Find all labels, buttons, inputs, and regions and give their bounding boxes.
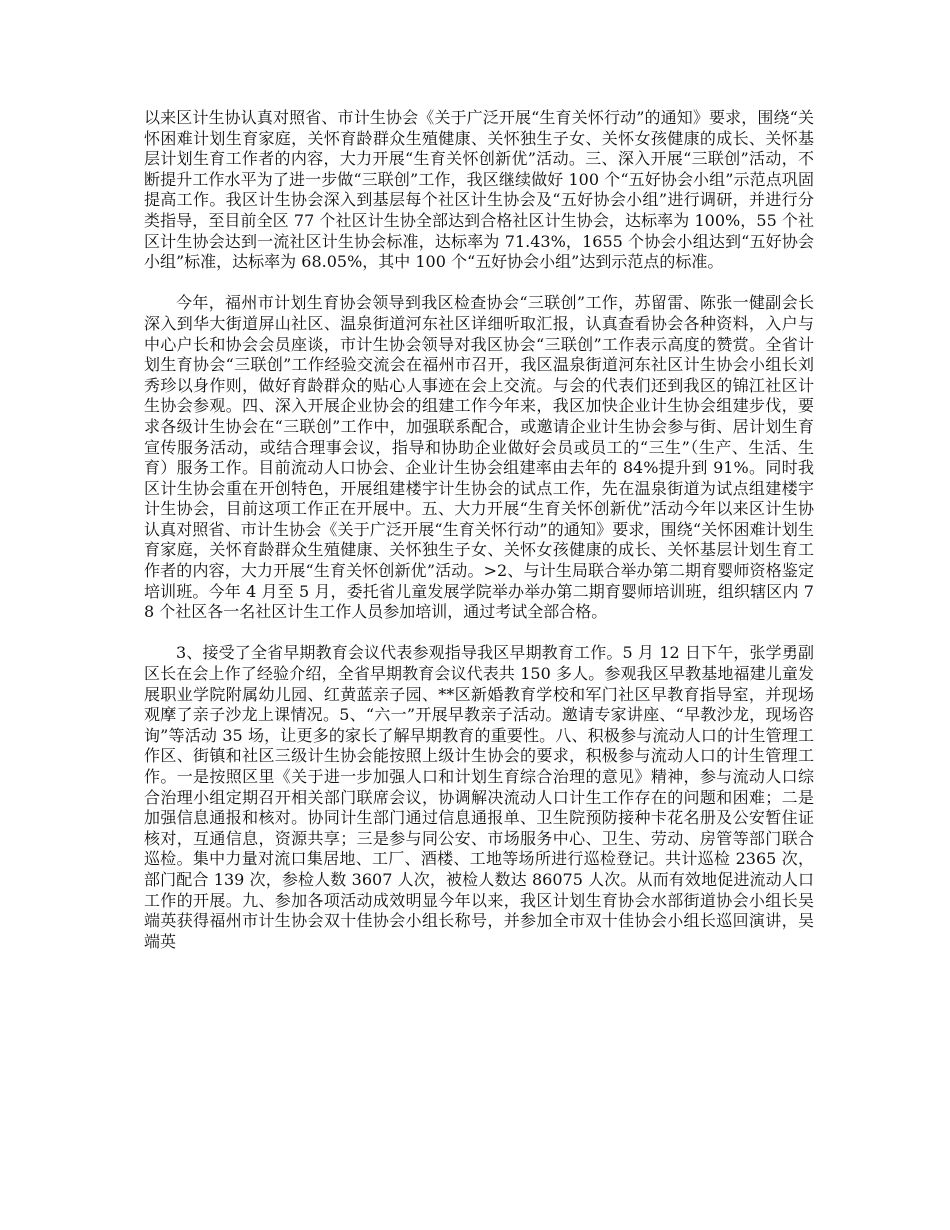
- paragraph-gap: [144, 273, 814, 294]
- document-page: [144, 108, 814, 952]
- paragraph-gap: [144, 623, 814, 644]
- paragraph-1: 以来区计生协认真对照省、市计生协会《关于广泛开展“生育关怀行动”的通知》要求，围绕“关怀困难计划生育家庭，关怀育龄群众生殖健康、关怀独生子女、关怀女孩健康的成长、关怀基层计划生育工作者的内容，大力开展“生育关怀创新优”活动。三、深入开展“三联创”活动，不断提升工作水平为了进一步做“三联创”工作，我区继续做好 100 个“五好协会小组”示范点巩固提高工作。我区计生协会深入到基层每个社区计生协会及“五好协会小组”进行调研，并进行分类指导，至目前全区 77 个社区计生协全部达到合格社区计生协会，达标率为 100%，55 个社区计生协会达到一流社区计生协会标准，达标率为 71.43%，1655 个协会小组达到“五好协会小组”标准，达标率为 68.05%，其中 100 个“五好协会小组”达到示范点的标准。: [144, 108, 814, 272]
- paragraph-3: 3、接受了全省早期教育会议代表参观指导我区早期教育工作。5 月 12 日下午，张学勇副区长在会上作了经验介绍，全省早期教育会议代表共 150 多人。参观我区早教基地福建儿童发展职业学院附属幼儿园、红黄蓝亲子园、**区新婚教育学校和军门社区早教育指导室，并现场观摩了亲子沙龙上课情况。5、“六一”开展早教亲子活动。邀请专家讲座、“早教沙龙，现场咨询”等活动 35 场，让更多的家长了解早期教育的重要性。八、积极参与流动人口的计生管理工作区、街镇和社区三级计生协会能按照上级计生协会的要求，积极参与流动人口的计生管理工作。一是按照区里《关于进一步加强人口和计划生育综合治理的意见》精神，参与流动人口综合治理小组定期召开相关部门联席会议，协调解决流动人口计生工作存在的问题和困难；二是加强信息通报和核对。协同计生部门通过信息通报单、卫生院预防接种卡花名册及公安暂住证核对，互通信息，资源共享；三是参与同公安、市场服务中心、卫生、劳动、房管等部门联合巡检。集中力量对流口集居地、工厂、酒楼、工地等场所进行巡检登记。共计巡检 2365 次，部门配合 139 次，参检人数 3607 人次，被检人数达 86075 人次。从而有效地促进流动人口工作的开展。九、参加各项活动成效明显今年以来，我区计划生育协会水部街道协会小组长吴端英获得福州市计生协会双十佳协会小组长称号，并参加全市双十佳协会小组长巡回演讲，吴端英: [144, 643, 814, 951]
- paragraph-2: 今年，福州市计划生育协会领导到我区检查协会“三联创”工作，苏留雷、陈张一健副会长深入到华大街道屏山社区、温泉街道河东社区详细听取汇报，认真查看协会各种资料，入户与中心户长和协会会员座谈，市计生协会领导对我区协会“三联创”工作表示高度的赞赏。全省计划生育协会“三联创”工作经验交流会在福州市召开，我区温泉街道河东社区计生协会小组长刘秀珍以身作则，做好育龄群众的贴心人事迹在会上交流。与会的代表们还到我区的锦江社区计生协会参观。四、深入开展企业协会的组建工作今年来，我区加快企业计生协会组建步伐，要求各级计生协会在“三联创”工作中，加强联系配合，或邀请企业计生协会参与街、居计划生育宣传服务活动，或结合理事会议，指导和协助企业做好会员或员工的“三生”（生产、生活、生育）服务工作。目前流动人口协会、企业计生协会组建率由去年的 84%提升到 91%。同时我区计生协会重在开创特色，开展组建楼宇计生协会的试点工作，先在温泉街道为试点组建楼宇计生协会，目前这项工作正在开展中。五、大力开展“生育关怀创新优”活动今年以来区计生协认真对照省、市计生协会《关于广泛开展“生育关怀行动”的通知》要求，围绕“关怀困难计划生育家庭，关怀育龄群众生殖健康、关怀独生子女、关怀女孩健康的成长、关怀基层计划生育工作者的内容，大力开展“生育关怀创新优”活动。>2、与计生局联合举办第二期育婴师资格鉴定培训班。今年 4 月至 5 月，委托省儿童发展学院举办举办第二期育婴师培训班，组织辖区内 78 个社区各一名社区计生工作人员参加培训，通过考试全部合格。: [144, 293, 814, 622]
